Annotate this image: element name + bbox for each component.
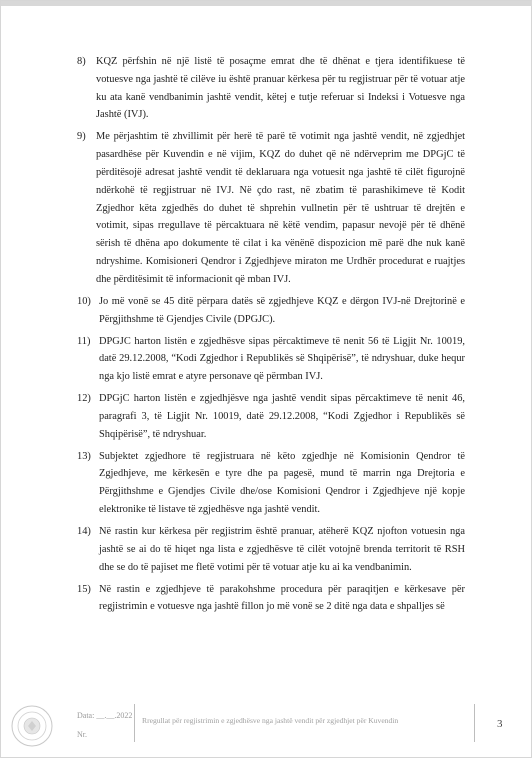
list-item xyxy=(77,448,465,519)
list-item xyxy=(77,333,465,386)
numbered-list xyxy=(77,53,465,620)
item-text: DPGjC harton listën e zgjedhjësve nga jashtë vendit sipas përcaktimeve të nenit 46, paragrafi 3, të Ligjit Nr. 10019, datë 29.12.2008, “Kodi Zgjedhor i Republikës së Shqipërisë”, të ndryshuar. xyxy=(99,393,465,440)
item-number: 12) xyxy=(77,393,91,405)
item-text: Jo më vonë se 45 ditë përpara datës së zgjedhjeve KQZ e dërgon IVJ-në Drejtorinë e Përgjithshme të Gjendjes Civile (DPGJC). xyxy=(99,295,465,325)
item-text: DPGJC harton listën e zgjedhësve sipas përcaktimeve të nenit 56 të Ligjit Nr. 10019, datë 29.12.2008, “Kodi Zgjedhor i Republikës së Shqipërisë”, të ndryshuar, duke hequr nga kjo listë emrat e atyre personave që përmban IVJ. xyxy=(99,335,465,383)
item-text: Në rastin e zgjedhjeve të parakohshme procedura për paraqitjen e kërkesave për regjistrimin e votuesve nga jashtë fillon jo më vonë se 2 ditë nga data e shpalljes së xyxy=(99,583,465,613)
item-number: 11) xyxy=(77,335,91,347)
item-text: Me përjashtim të zhvillimit për herë të parë të votimit nga jashtë vendit, në zgjedhjet pasardhëse për Kuvendin e në vijim, KQZ do duhet që në ndërveprim me DPGjC të përditësojë adresat jashtë vendit të deklaruara nga votuesit nga jashtë të cilët figurojnë ndërkohë të regjistruar në IVJ. Në çdo rast, në zbatim të parashikimeve të Kodit Zgjedhor këta zgjedhës do duhet të shprehin vullnetin për të ushtruar të drejtën e votimit, sipas rregullave të përcaktuara në këtë vendim, papasur nevojë për të dhënë sërish të dhëna apo dokumente të cilat i ka vënënë dispozicion më parë dhe nuk kanë ndryshime. Komisioneri Qendror i Zgjedhjeve miraton me Urdhër procedurat e ruajtjes dhe përditësimit të informacionit që mban IVJ. xyxy=(96,131,465,285)
footer-title: Rregullat për regjistrimin e zgjedhësve nga jashtë vendit për zgjedhjet për Kuvendin xyxy=(142,716,399,725)
top-edge xyxy=(1,1,532,6)
item-text: KQZ përfshin në një listë të posaçme emrat dhe të dhënat e tjera identifikuese të votuesve nga jashtë të cilëve iu është pranuar kërkesa për tu regjistruar për të votuar atje ku ata kanë vendbanimin jashtë vendit, këtej e tutje referuar si Indeksi i Votuesve nga Jashtë (IVJ). xyxy=(96,56,465,121)
item-number: 15) xyxy=(77,583,91,595)
footer-date: Data: __.__.2022 xyxy=(77,711,133,720)
list-item xyxy=(77,293,465,329)
footer-divider xyxy=(474,704,475,742)
item-number: 8) xyxy=(77,56,86,67)
list-item xyxy=(77,390,465,443)
item-number: 13) xyxy=(77,450,91,462)
list-item xyxy=(77,523,465,576)
item-text: Subjektet zgjedhore të regjistruara në këto zgjedhje në Komisionin Qendror të Zgjedhjeve, me kërkesën e tyre dhe pa pagesë, mund të marrin nga Drejtoria e Përgjithshme e Gjendjes Civile dhe/ose Komisioni Qendror i Zgjedhjeve një kopje elektronike të listave të zgjedhësve nga jashtë vendit. xyxy=(99,450,465,516)
list-item xyxy=(77,128,465,288)
footer-divider xyxy=(134,704,135,742)
item-number: 10) xyxy=(77,295,91,307)
item-text: Në rastin kur kërkesa për regjistrim është pranuar, atëherë KQZ njofton votuesin nga jashtë se ai do të hiqet nga lista e zgjedhësve të cilët votojnë brenda territorit të RSH dhe se do të pajiset me fletë votimi për të votuar atje ku ai ka vendbanimin. xyxy=(99,526,465,573)
list-item xyxy=(77,53,465,124)
page-number: 3 xyxy=(497,718,503,730)
item-number: 14) xyxy=(77,526,91,538)
footer-number-label: Nr. xyxy=(77,730,87,739)
item-number: 9) xyxy=(77,131,86,143)
list-item xyxy=(77,581,465,617)
commission-seal-logo xyxy=(11,705,53,747)
